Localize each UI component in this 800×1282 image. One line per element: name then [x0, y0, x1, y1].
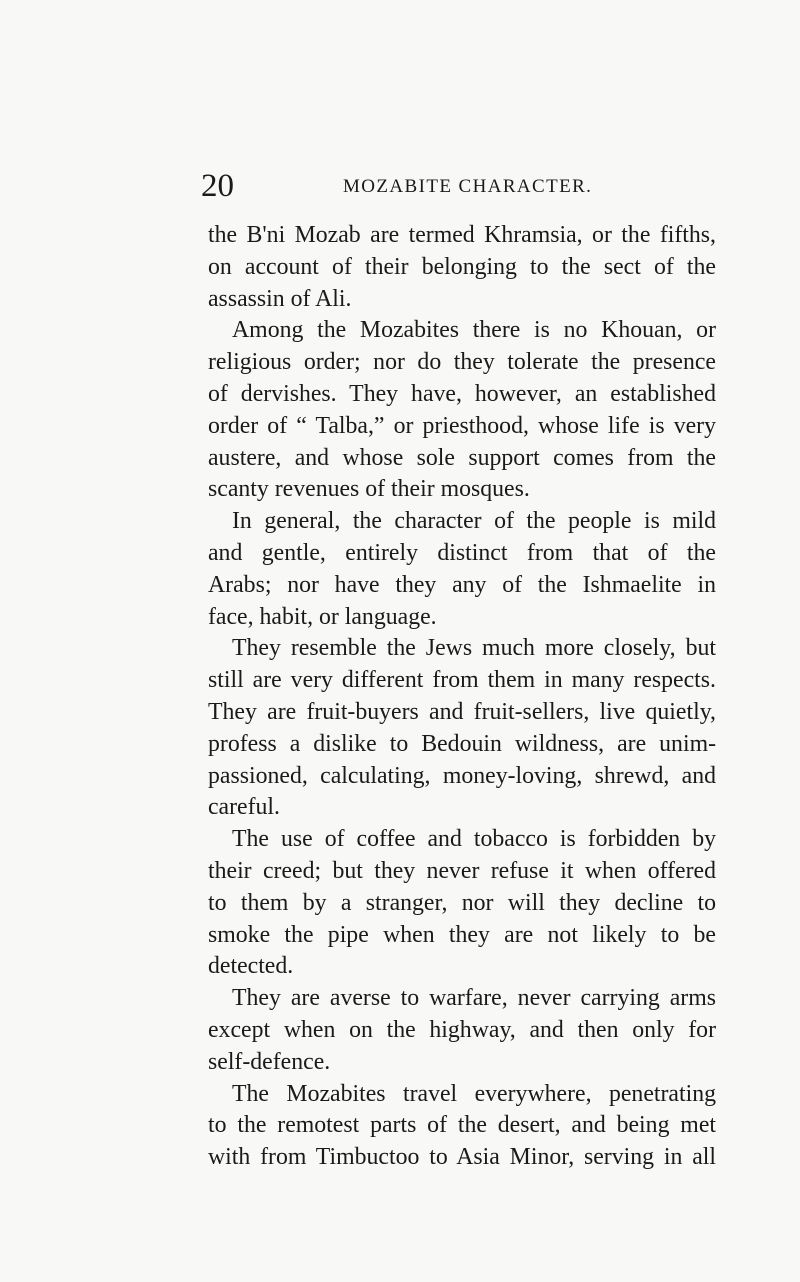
- text-line: to them by a stranger, nor will they decline to: [208, 889, 716, 916]
- text-line: to the remotest parts of the desert, and being met: [208, 1112, 716, 1139]
- text-line: detected.: [208, 953, 294, 980]
- text-line: their creed; but they never refuse it when offered: [208, 857, 716, 884]
- page-number: 20: [201, 168, 234, 204]
- text-line: with from Timbuctoo to Asia Minor, serving in all: [208, 1144, 716, 1171]
- text-line: They resemble the Jews much more closely, but: [232, 635, 716, 662]
- text-line: profess a dislike to Bedouin wildness, are unim-: [208, 730, 716, 757]
- text-line: They are fruit-buyers and fruit-sellers, live quietly,: [208, 698, 716, 725]
- text-line: The Mozabites travel everywhere, penetrating: [232, 1080, 716, 1107]
- text-line: The use of coffee and tobacco is forbidden by: [232, 826, 716, 853]
- text-line: order of “ Talba,” or priesthood, whose life is very: [208, 412, 716, 439]
- text-line: still are very different from them in many respects.: [208, 667, 716, 694]
- text-line: assassin of Ali.: [208, 285, 352, 312]
- text-line: Arabs; nor have they any of the Ishmaelite in: [208, 571, 716, 598]
- text-line: religious order; nor do they tolerate the presence: [208, 349, 716, 376]
- text-line: austere, and whose sole support comes from the: [208, 444, 716, 471]
- text-line: They are averse to warfare, never carrying arms: [232, 985, 716, 1012]
- text-line: scanty revenues of their mosques.: [208, 476, 530, 503]
- text-line: except when on the highway, and then only for: [208, 1016, 716, 1043]
- text-line: face, habit, or language.: [208, 603, 437, 630]
- text-line: smoke the pipe when they are not likely to be: [208, 921, 716, 948]
- text-line: self-defence.: [208, 1048, 331, 1075]
- text-line: Among the Mozabites there is no Khouan, or: [232, 317, 716, 344]
- text-line: In general, the character of the people is mild: [232, 508, 716, 535]
- running-head: [201, 168, 741, 208]
- text-line: careful.: [208, 794, 280, 821]
- text-line: passioned, calculating, money-loving, shrewd, and: [208, 762, 716, 789]
- running-title: MOZABITE CHARACTER.: [343, 176, 593, 197]
- text-line: the B'ni Mozab are termed Khramsia, or the fifths,: [208, 222, 716, 248]
- text-line: on account of their belonging to the sect of the: [208, 253, 716, 280]
- body-text: [208, 220, 716, 1174]
- text-line: of dervishes. They have, however, an established: [208, 380, 716, 407]
- text-line: and gentle, entirely distinct from that of the: [208, 539, 716, 566]
